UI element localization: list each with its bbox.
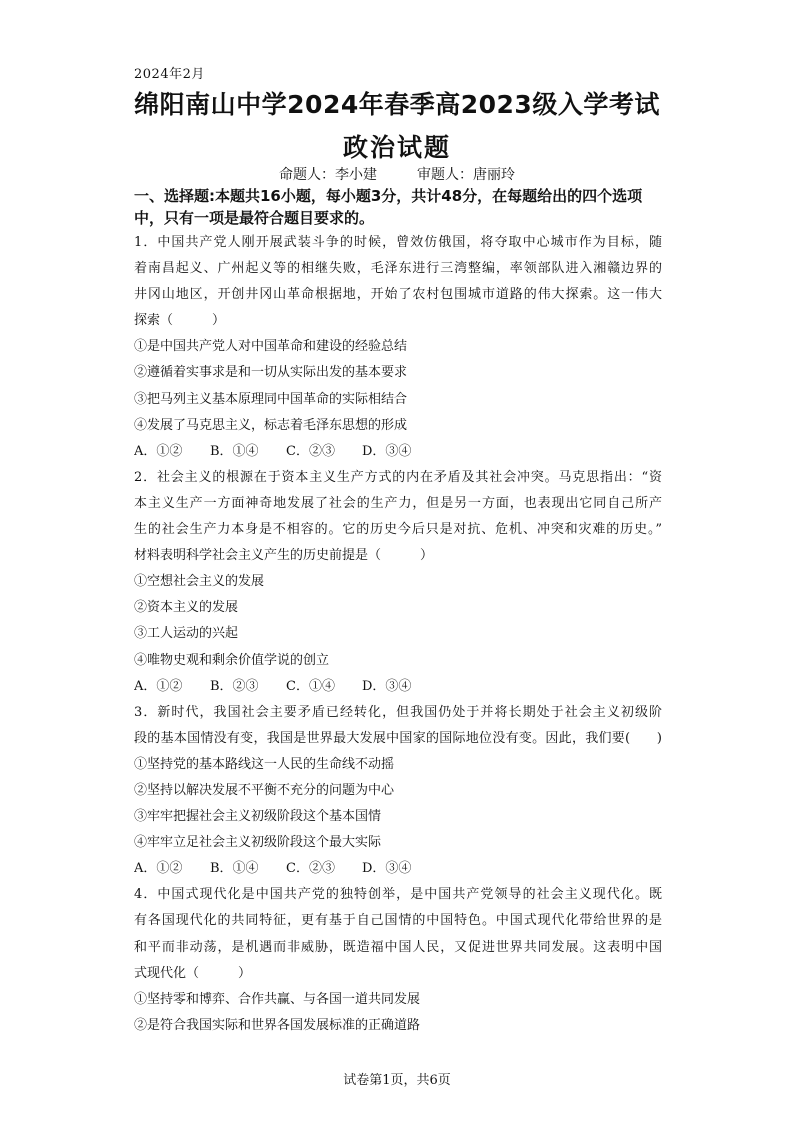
authors-line xyxy=(0,164,794,184)
question-3 xyxy=(134,700,662,883)
option-c: C．②③ xyxy=(286,861,335,877)
option-b: B．①④ xyxy=(210,861,259,877)
q4-stem-line: 和平而非动荡，是机遇而非威胁，既造福中国人民，又促进世界共同发展。这表明中国 xyxy=(134,939,662,955)
author: 命题人：李小建 xyxy=(279,167,377,183)
q3-stem-line: 3．新时代，我国社会主要矛盾已经转化，但我国仍处于并将长期处于社会主义初级阶 xyxy=(134,704,662,720)
option-d: D．③④ xyxy=(362,678,412,694)
q1-item: ①是中国共产党人对中国革命和建设的经验总结 xyxy=(134,339,408,355)
option-b: B．②③ xyxy=(210,678,259,694)
q3-stem-line: 段的基本国情没有变，我国是世界最大发展中国家的国际地位没有变。因此，我们要( ) xyxy=(134,730,662,746)
q2-options xyxy=(134,674,662,700)
q1-stem-line: 1．中国共产党人刚开展武装斗争的时候，曾效仿俄国，将夺取中心城市作为目标，随 xyxy=(134,235,662,250)
q3-item: ①坚持党的基本路线这一人民的生命线不动摇 xyxy=(134,756,395,772)
q4-stem-line: 4．中国式现代化是中国共产党的独特创举，是中国共产党领导的社会主义现代化。既 xyxy=(134,887,662,903)
q2-stem-line: 材料表明科学社会主义产生的历史前提是（ ） xyxy=(134,548,434,564)
option-b: B．①④ xyxy=(210,443,259,459)
exam-title: 绵阳南山中学2024年春季高2023级入学考试 xyxy=(134,90,660,119)
q3-item: ④牢牢立足社会主义初级阶段这个最大实际 xyxy=(134,835,382,851)
questions xyxy=(134,230,662,1039)
option-a: A．①② xyxy=(134,861,183,877)
option-a: A．①② xyxy=(134,678,183,694)
option-d: D．③④ xyxy=(362,443,412,459)
q1-item: ④发展了马克思主义，标志着毛泽东思想的形成 xyxy=(134,417,408,433)
question-4 xyxy=(134,882,662,1039)
q1-item: ③把马列主义基本原理同中国革命的实际相结合 xyxy=(134,391,408,407)
option-c: C．②③ xyxy=(286,443,335,459)
q1-item: ②遵循着实事求是和一切从实际出发的基本要求 xyxy=(134,365,408,381)
q1-stem-line: 井冈山地区，开创井冈山革命根据地，开始了农村包围城市道路的伟大探索。这一伟大 xyxy=(134,287,662,303)
q2-item: ①空想社会主义的发展 xyxy=(134,574,265,590)
q1-stem-line: 探索（ ） xyxy=(134,313,226,329)
q2-stem-line: 本主义生产一方面神奇地发展了社会的生产力，但是另一方面，也表现出它同自己所产 xyxy=(134,495,662,511)
question-1 xyxy=(134,230,662,465)
q2-item: ③工人运动的兴起 xyxy=(134,626,239,642)
question-2 xyxy=(134,465,662,700)
exam-subject: 政治试题 xyxy=(342,133,451,162)
q4-stem-line: 有各国现代化的共同特征，更有基于自己国情的中国特色。中国式现代化带给世界的是 xyxy=(134,913,662,929)
q2-item: ④唯物史观和剩余价值学说的创立 xyxy=(134,652,330,668)
option-a: A．①② xyxy=(134,443,183,459)
section-heading: 一、选择题:本题共16小题，每小题3分，共计48分，在每题给出的四个选项中，只有一项是最符合题目要求的。 xyxy=(134,187,643,227)
q2-item: ②资本主义的发展 xyxy=(134,600,239,616)
q1-options xyxy=(134,439,662,465)
q4-item: ①坚持零和博弈、合作共赢、与各国一道共同发展 xyxy=(134,991,421,1007)
q1-stem-line: 着南昌起义、广州起义等的相继失败，毛泽东进行三湾整编，率领部队进入湘赣边界的 xyxy=(134,261,662,277)
option-d: D．③④ xyxy=(362,861,412,877)
q3-options xyxy=(134,856,662,882)
q4-stem-line: 式现代化（ ） xyxy=(134,965,252,981)
exam-date: 2024年2月 xyxy=(134,67,205,82)
q2-stem-line: 2．社会主义的根源在于资本主义生产方式的内在矛盾及其社会冲突。马克思指出：“资 xyxy=(134,469,662,485)
q3-item: ③牢牢把握社会主义初级阶段这个基本国情 xyxy=(134,809,382,825)
reviewer: 审题人：唐丽玲 xyxy=(417,167,515,183)
q2-stem-line: 生的社会生产力本身是不相容的。它的历史今后只是对抗、危机、冲突和灾难的历史。” xyxy=(134,522,662,538)
page-number: 试卷第1页，共6页 xyxy=(343,1073,451,1088)
q4-item: ②是符合我国实际和世界各国发展标准的正确道路 xyxy=(134,1017,421,1033)
q3-item: ②坚持以解决发展不平衡不充分的问题为中心 xyxy=(134,782,395,798)
option-c: C．①④ xyxy=(286,678,335,694)
